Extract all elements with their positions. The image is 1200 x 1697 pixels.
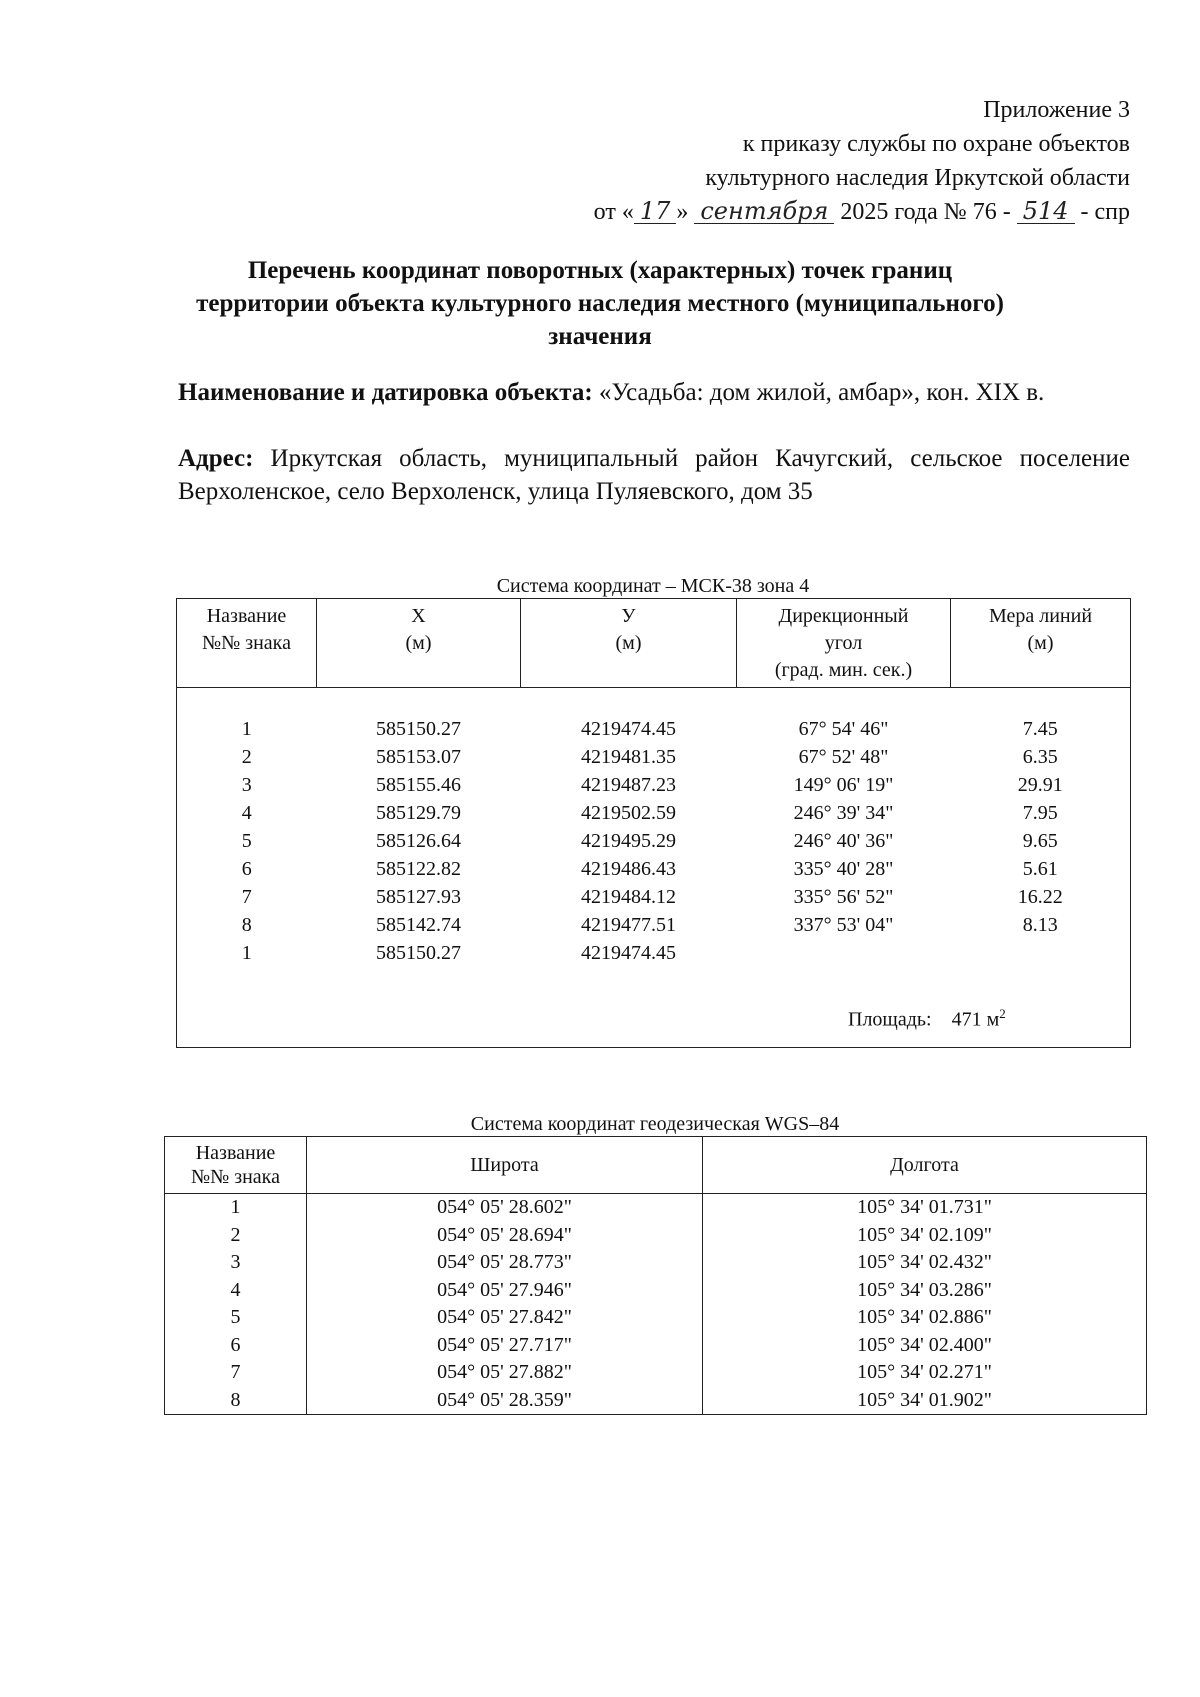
latitude-value: 054° 05' 28.602"	[307, 1194, 703, 1222]
longitude-value: 105° 34' 02.271"	[703, 1359, 1147, 1387]
appendix-number: Приложение 3	[983, 97, 1130, 123]
point-number: 1	[230, 1196, 241, 1218]
latitude-value: 054° 05' 27.946"	[307, 1277, 703, 1305]
longitude-value: 105° 34' 03.286"	[703, 1277, 1147, 1305]
table-row	[165, 1304, 1147, 1332]
point-number: 2	[241, 746, 252, 768]
table-row	[165, 1332, 1147, 1360]
header-latitude: Широта	[307, 1137, 703, 1194]
y-value: 4219477.51	[581, 914, 676, 936]
msk-coordinates-table	[176, 598, 1131, 1048]
line-length: 8.13	[1022, 914, 1058, 936]
direction-angle: 67° 52' 48"	[798, 746, 889, 768]
handwritten-month: сентября	[694, 199, 834, 224]
header-y: У (м)	[521, 599, 737, 688]
table-row	[177, 940, 1131, 968]
direction-angle	[737, 940, 951, 968]
point-number: 2	[230, 1223, 241, 1246]
address-paragraph	[178, 442, 1130, 508]
header-point-name: Название №№ знака	[165, 1137, 307, 1194]
order-reference-line: к приказу службы по охране объектов	[742, 131, 1130, 157]
y-value: 4219502.59	[581, 802, 676, 824]
point-number: 8	[230, 1388, 241, 1411]
line-length: 6.35	[1022, 746, 1058, 768]
x-value: 585122.82	[376, 858, 461, 880]
x-value: 585150.27	[376, 942, 461, 964]
table-row	[177, 800, 1131, 828]
line-length: 5.61	[1022, 858, 1058, 880]
date-prefix: от «	[593, 199, 634, 225]
longitude-value: 105° 34' 01.731"	[703, 1194, 1147, 1222]
table-row	[165, 1359, 1147, 1387]
table-row	[177, 716, 1131, 744]
line-length: 29.91	[1017, 774, 1063, 796]
title-line-3: значения	[548, 323, 652, 350]
x-value: 585127.93	[376, 886, 461, 908]
y-value: 4219474.45	[581, 718, 676, 740]
y-value: 4219474.45	[581, 942, 676, 964]
x-value: 585153.07	[376, 746, 461, 768]
handwritten-day: 17	[634, 199, 677, 224]
latitude-value: 054° 05' 27.882"	[307, 1359, 703, 1387]
header-direction-angle: Дирекционный угол (град. мин. сек.)	[737, 599, 951, 688]
header-x: X (м)	[317, 599, 521, 688]
handwritten-order-number: 514	[1017, 199, 1075, 224]
table-header-row	[165, 1137, 1147, 1194]
point-number: 3	[241, 774, 252, 796]
order-suffix: - спр	[1080, 199, 1130, 225]
latitude-value: 054° 05' 27.842"	[307, 1304, 703, 1332]
area-unit-exponent: 2	[999, 1006, 1006, 1021]
table-row	[177, 772, 1131, 800]
order-authority-line: культурного наследия Иркутской области	[705, 165, 1130, 191]
area-label: Площадь:	[848, 1008, 932, 1031]
point-number: 8	[241, 914, 252, 936]
address-value: Иркутская область, муниципальный район Качугский, сельское поселение Верхоленское, село Верхоленск, улица Пуляевского, дом 35	[178, 445, 1131, 505]
wgs84-coordinates-table	[164, 1136, 1147, 1415]
direction-angle: 335° 56' 52"	[793, 886, 894, 908]
point-number: 3	[230, 1251, 241, 1273]
table-row	[177, 856, 1131, 884]
point-number: 4	[230, 1278, 241, 1301]
direction-angle: 67° 54' 46"	[798, 718, 889, 740]
area-row	[848, 1006, 1006, 1032]
direction-angle: 246° 40' 36"	[793, 830, 894, 852]
point-number: 7	[241, 886, 252, 908]
spacer-row	[177, 688, 1131, 717]
table-row	[165, 1277, 1147, 1305]
table-row	[165, 1387, 1147, 1415]
date-year-number: 2025 года № 76 -	[840, 199, 1011, 225]
y-value: 4219495.29	[581, 830, 676, 852]
direction-angle: 337° 53' 04"	[793, 914, 894, 936]
object-name-paragraph	[178, 376, 1130, 409]
line-length: 7.45	[1022, 718, 1058, 740]
direction-angle: 149° 06' 19"	[793, 774, 894, 796]
y-value: 4219481.35	[581, 746, 676, 768]
x-value: 585155.46	[376, 774, 461, 796]
longitude-value: 105° 34' 02.886"	[703, 1304, 1147, 1332]
line-length: 9.65	[1022, 830, 1058, 852]
date-quote-close: »	[676, 199, 689, 225]
latitude-value: 054° 05' 27.717"	[307, 1332, 703, 1360]
title-line-1: Перечень координат поворотных (характерных) точек границ	[247, 257, 953, 284]
title-line-2: территории объекта культурного наследия местного (муниципального)	[196, 290, 1004, 317]
point-number: 5	[230, 1306, 241, 1328]
latitude-value: 054° 05' 28.694"	[307, 1222, 703, 1250]
table-row	[177, 828, 1131, 856]
line-length	[951, 940, 1131, 968]
table-header-row	[177, 599, 1131, 688]
header-point-name: Название №№ знака	[177, 599, 317, 688]
line-length: 7.95	[1022, 802, 1058, 824]
point-number: 6	[241, 858, 252, 880]
x-value: 585142.74	[376, 914, 461, 936]
y-value: 4219487.23	[581, 774, 676, 796]
area-value: 471 м	[951, 1008, 1000, 1031]
object-name-label: Наименование и датировка объекта:	[178, 379, 593, 406]
longitude-value: 105° 34' 02.432"	[703, 1249, 1147, 1277]
x-value: 585126.64	[376, 830, 461, 852]
y-value: 4219484.12	[581, 886, 676, 908]
table-row	[165, 1222, 1147, 1250]
table-row	[165, 1194, 1147, 1222]
point-number: 7	[230, 1361, 241, 1383]
msk-table-caption: Система координат – МСК-38 зона 4	[496, 575, 810, 597]
point-number: 4	[241, 802, 252, 824]
direction-angle: 246° 39' 34"	[793, 802, 894, 824]
header-longitude: Долгота	[703, 1137, 1147, 1194]
x-value: 585150.27	[376, 718, 461, 740]
order-date-line	[594, 196, 1130, 228]
point-number: 1	[241, 942, 252, 964]
latitude-value: 054° 05' 28.359"	[307, 1387, 703, 1415]
table-row	[177, 744, 1131, 772]
latitude-value: 054° 05' 28.773"	[307, 1249, 703, 1277]
document-title	[150, 254, 1050, 353]
x-value: 585129.79	[376, 802, 461, 824]
header-line-length: Мера линий (м)	[951, 599, 1131, 688]
wgs-table-caption: Система координат геодезическая WGS–84	[470, 1113, 840, 1135]
longitude-value: 105° 34' 02.109"	[703, 1222, 1147, 1250]
address-label: Адрес:	[178, 445, 254, 472]
longitude-value: 105° 34' 02.400"	[703, 1332, 1147, 1360]
point-number: 6	[230, 1333, 241, 1356]
table-row	[177, 912, 1131, 940]
direction-angle: 335° 40' 28"	[793, 858, 894, 880]
longitude-value: 105° 34' 01.902"	[703, 1387, 1147, 1415]
point-number: 1	[241, 718, 252, 740]
line-length: 16.22	[1017, 886, 1063, 908]
object-name-value: «Усадьба: дом жилой, амбар», кон. XIX в.	[598, 379, 1045, 406]
point-number: 5	[241, 830, 252, 852]
table-row	[177, 884, 1131, 912]
table-row	[165, 1249, 1147, 1277]
y-value: 4219486.43	[581, 858, 676, 880]
